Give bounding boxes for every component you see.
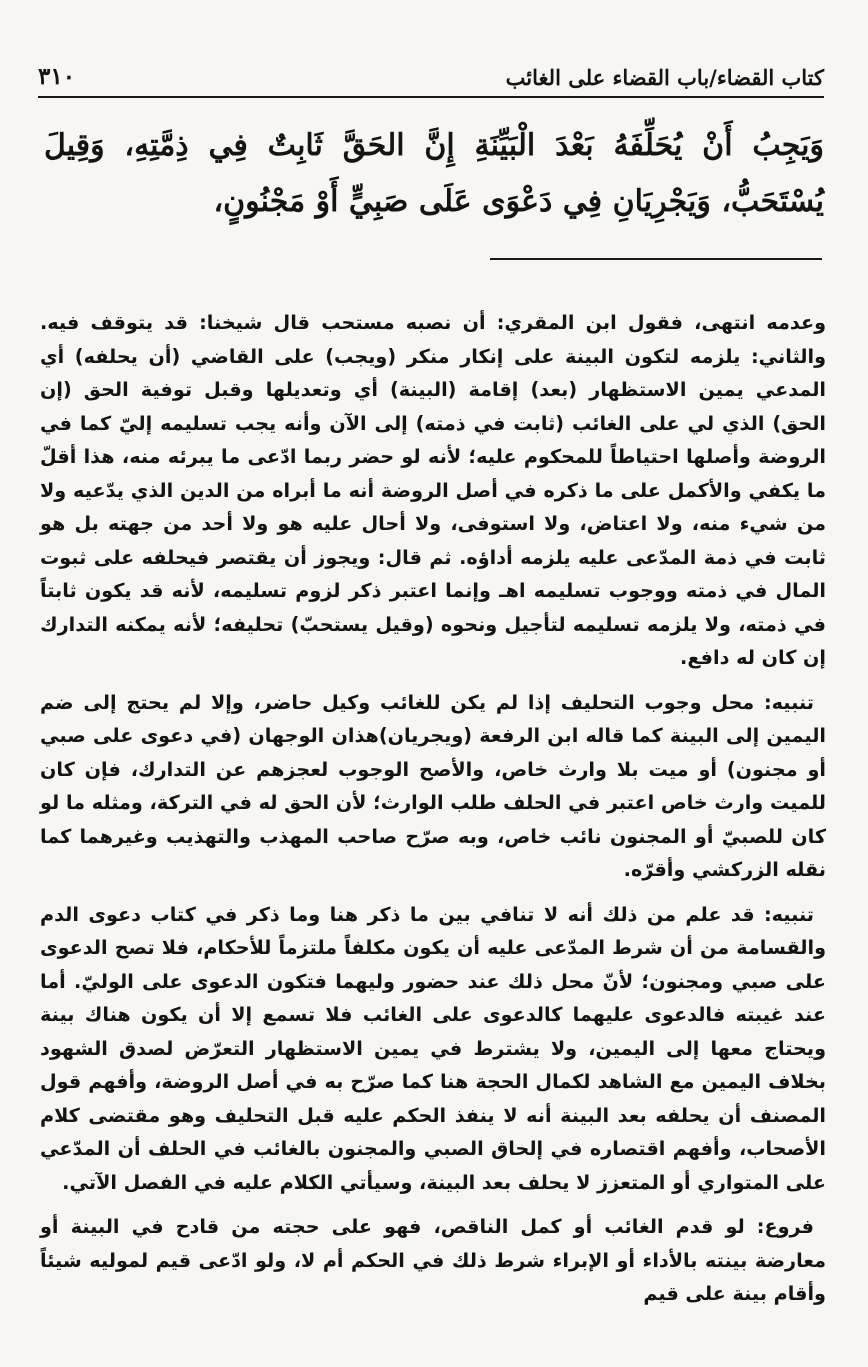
running-title: كتاب القضاء/باب القضاء على الغائب (505, 65, 824, 90)
separator-line (490, 258, 822, 260)
commentary-paragraph: تنبيه: قد علم من ذلك أنه لا تنافي بين ما ذكر هنا وما ذكر في كتاب دعوى الدم والقسامة من أن شرط المدّعى عليه أن يكون مكلفاً ملتزماً للأحكام، فلا تصح الدعوى على صبي ومجنون؛ لأنّ محل ذلك عند حضور وليهما فتكون الدعوى على الوليّ. أما عند غيبته فالدعوى عليهما كالدعوى على الغائب فلا تسمع إلا أن يكون هناك بينة ويحتاج معها إلى اليمين، ولا يشترط في يمين الاستظهار التعرّض لصدق الشهود بخلاف اليمين مع الشاهد لكمال الحجة هنا كما صرّح به في أصل الروضة، وأفهم قول المصنف أن يحلفه بعد البينة أنه لا ينفذ الحكم عليه قبل التحليف وهو مقتضى كلام الأصحاب، وأفهم اقتصاره في إلحاق الصبي والمجنون بالغائب في الحلف أن المدّعي على المتواري أو المتعزز لا يحلف بعد البينة، وسيأتي الكلام عليه في الفصل الآتي. (40, 902, 826, 1194)
page-header (38, 58, 824, 98)
page-number: ٣١٠ (38, 63, 76, 90)
matn-text: وَيَجِبُ أَنْ يُحَلِّفَهُ بَعْدَ الْبَيِّنَةِ إِنَّ الحَقَّ ثَابِتٌ فِي ذِمَّتِهِ، وَقِيلَ يُسْتَحَبُّ، وَيَجْرِيَانِ فِي دَعْوَى عَلَى صَبِيٍّ أَوْ مَجْنُونٍ، (44, 128, 824, 219)
commentary-paragraph: فروع: لو قدم الغائب أو كمل الناقص، فهو على حجته من قادح في البينة أو معارضة بينته بالأداء أو الإبراء شرط ذلك في الحكم أم لا، ولو ادّعى قيم لموليه شيئاً وأقام بينة على قيم (40, 1215, 826, 1305)
commentary (40, 306, 826, 1322)
commentary-paragraph: وعدمه انتهى، فقول ابن المقري: أن نصبه مستحب قال شيخنا: قد يتوقف فيه. والثاني: يلزمه لتكون البينة على إنكار منكر (ويجب) على القاضي (أن يحلفه) أي المدعي يمين الاستظهار (بعد) إقامة (البينة) أي وتعديلها وقبل توفية الحق (إن الحق) الذي لي على الغائب (ثابت في ذمته) إلى الآن وأنه يجب تسليمه إليّ كما في الروضة وأصلها احتياطاً للمحكوم عليه؛ لأنه لو حضر ربما ادّعى ما يبرئه منه، هذا أقلّ ما يكفي والأكمل على ما ذكره في أصل الروضة أنه ما أبراه من الدين الذي يدّعيه ولا من شيء منه، ولا اعتاض، ولا استوفى، ولا أحال عليه هو ولا أحد من جهته بل هو ثابت في ذمة المدّعى عليه يلزمه أداؤه. ثم قال: ويجوز أن يقتصر فيحلفه على ثبوت المال في ذمته ووجوب تسليمه اهـ وإنما اعتبر ذكر لزوم تسليمه، لأنه قد يكون ثابتاً في ذمته، ولا يلزمه تسليمه لتأجيل ونحوه (وقيل يستحبّ) تحليفه؛ لأنه يمكنه التدارك إن كان له دافع. (40, 311, 826, 669)
commentary-paragraph: تنبيه: محل وجوب التحليف إذا لم يكن للغائب وكيل حاضر، وإلا لم يحتج إلى ضم اليمين إلى البينة كما قاله ابن الرفعة (ويجريان)هذان الوجهان (في دعوى على صبي أو مجنون) أو ميت بلا وارث خاص، والأصح الوجوب لعجزهم عن التدارك، فإن كان للميت وارث خاص اعتبر في الحلف طلب الوارث؛ لأن الحق له في التركة، ومثله ما لو كان للصبيّ أو المجنون نائب خاص، وبه صرّح صاحب المهذب والتهذيب وغيرهما كما نقله الزركشي وأقرّه. (40, 690, 826, 881)
